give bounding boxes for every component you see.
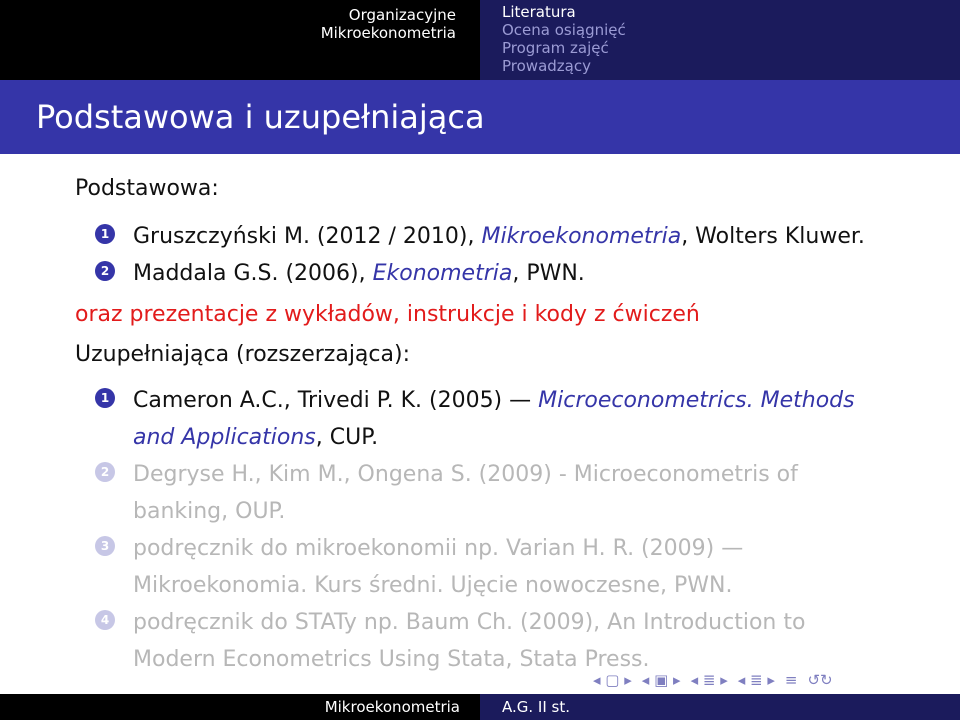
footer-title: Mikroekonometria (0, 694, 480, 720)
beamer-navigation-symbols (593, 668, 833, 692)
nav-section-organizacyjne[interactable]: Organizacyjne (348, 6, 456, 24)
footer (0, 694, 960, 720)
nav-search-icon[interactable]: ↺↻ (807, 671, 833, 689)
nav-subsection-literatura[interactable]: Literatura (502, 3, 576, 21)
basic-item-text: Gruszczyński M. (2012 / 2010), Mikroekonometria, Wolters Kluwer. (133, 224, 865, 249)
item-number-badge: 2 (95, 462, 115, 482)
item-number-badge: 3 (95, 536, 115, 556)
nav-section-forward-icon[interactable]: ◂ ≣ ▸ (737, 671, 775, 689)
supplementary-label: Uzupełniająca (rozszerzająca): (75, 342, 410, 367)
nav-subsection-icon[interactable]: ◂ ▣ ▸ (641, 671, 681, 689)
nav-frame-back-icon[interactable]: ◂ ▢ ▸ (593, 671, 632, 689)
nav-subsection-program[interactable]: Program zajęć (502, 39, 609, 57)
item-number-badge: 1 (95, 388, 115, 408)
nav-section-icon[interactable]: ◂ ≣ ▸ (690, 671, 728, 689)
nav-toc-icon[interactable]: ≡ (784, 671, 798, 689)
nav-subsection-ocena[interactable]: Ocena osiągnięć (502, 21, 626, 39)
header-navigation (0, 0, 960, 80)
supplementary-item-text: Degryse H., Kim M., Ongena S. (2009) - Microeconometris of banking, OUP. (133, 462, 798, 524)
item-number-badge: 2 (95, 261, 115, 281)
footer-author: A.G. II st. (480, 694, 960, 720)
header-right-sections (480, 0, 960, 80)
item-number-badge: 4 (95, 610, 115, 630)
header-left-sections (0, 0, 480, 80)
supplementary-item-text: Cameron A.C., Trivedi P. K. (2005) — Microeconometrics. Methods and Applications, CUP. (133, 388, 855, 450)
frame-title: Podstawowa i uzupełniająca (0, 80, 960, 154)
basic-item-text: Maddala G.S. (2006), Ekonometria, PWN. (133, 261, 585, 286)
supplementary-item-text: podręcznik do mikroekonomii np. Varian H. R. (2009) — Mikroekonomia. Kurs średni. Ujęcie nowoczesne, PWN. (133, 536, 744, 598)
extra-note: oraz prezentacje z wykładów, instrukcje i kody z ćwiczeń (75, 302, 700, 327)
nav-section-mikroekonometria[interactable]: Mikroekonometria (320, 24, 456, 42)
supplementary-item-text: podręcznik do STATy np. Baum Ch. (2009), An Introduction to Modern Econometrics Using Stata, Stata Press. (133, 610, 806, 672)
basic-label: Podstawowa: (75, 176, 219, 201)
nav-subsection-prowadzacy[interactable]: Prowadzący (502, 57, 591, 75)
slide-content (0, 154, 960, 674)
item-number-badge: 1 (95, 224, 115, 244)
